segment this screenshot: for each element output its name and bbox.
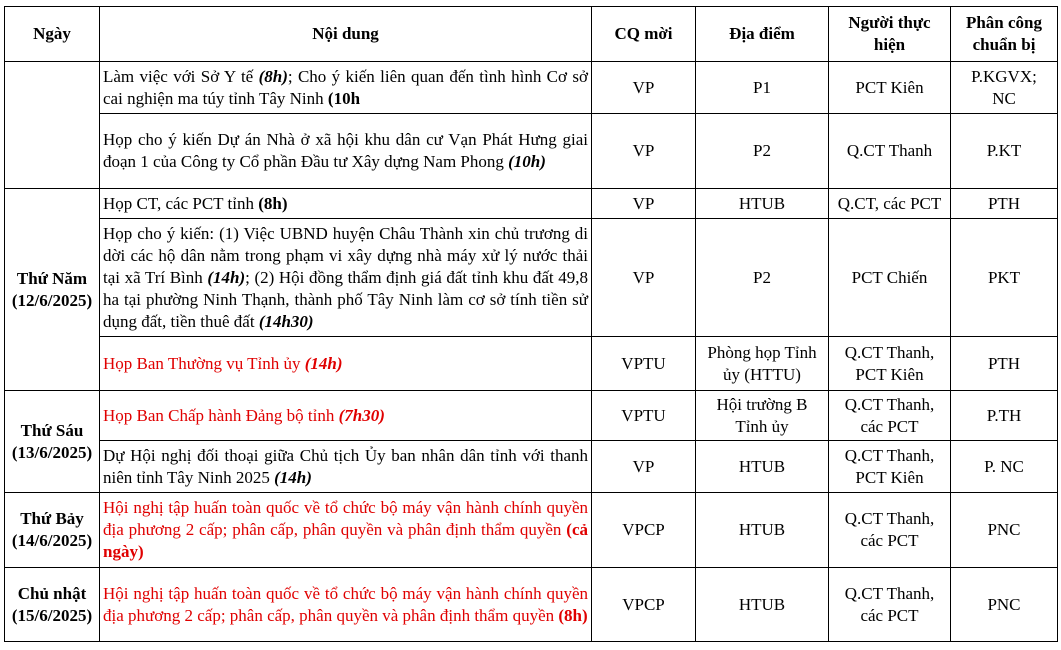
content-text: ; (2) Hội đồng thẩm định giá đất tỉnh khu đất 49,8 ha tại phường Ninh Thạnh, thành phố Tây Ninh làm cơ sở tính tiền sử dụng đất, tiền thuê đất bbox=[103, 267, 588, 331]
day-cell bbox=[5, 391, 100, 493]
day-cell bbox=[5, 568, 100, 642]
inviter-cell: VP bbox=[592, 62, 696, 114]
table-row bbox=[5, 62, 1058, 114]
performer-cell bbox=[829, 568, 951, 642]
day-date: (13/6/2025) bbox=[11, 442, 93, 462]
content-cell bbox=[100, 114, 592, 189]
day-date: (15/6/2025) bbox=[11, 605, 93, 625]
performer-cell: Q.CT, các PCT bbox=[829, 189, 951, 219]
day-date: (14/6/2025) bbox=[11, 531, 93, 550]
prep-cell: PKT bbox=[951, 219, 1058, 337]
location-cell: P1 bbox=[696, 62, 829, 114]
prep-cell: PNC bbox=[951, 568, 1058, 642]
performer-cell: PCT Chiến bbox=[829, 219, 951, 337]
content-cell bbox=[100, 189, 592, 219]
content-cell bbox=[100, 568, 592, 642]
inviter-cell: VPTU bbox=[592, 337, 696, 391]
content-time: (14h) bbox=[304, 353, 343, 373]
location-line: Tỉnh ủy bbox=[735, 416, 789, 436]
day-cell bbox=[5, 189, 100, 391]
performer-line: Q.CT Thanh, bbox=[844, 394, 935, 414]
inviter-cell: VPCP bbox=[592, 568, 696, 642]
content-time: (8h) bbox=[258, 193, 288, 213]
header-prep: Phân công chuẩn bị bbox=[951, 7, 1058, 62]
content-time: (cả ngày) bbox=[103, 520, 588, 561]
performer-line: các PCT bbox=[860, 416, 919, 436]
performer-cell bbox=[829, 337, 951, 391]
location-line: Phòng họp Tỉnh bbox=[707, 342, 817, 362]
prep-cell: P.TH bbox=[951, 391, 1058, 441]
day-name: Chủ nhật bbox=[17, 583, 87, 603]
header-location: Địa điểm bbox=[696, 7, 829, 62]
performer-cell bbox=[829, 441, 951, 493]
table-row bbox=[5, 493, 1058, 568]
table-row bbox=[5, 337, 1058, 391]
inviter-cell: VP bbox=[592, 441, 696, 493]
content-text: Dự Hội nghị đối thoại giữa Chủ tịch Ủy ban nhân dân tỉnh với thanh niên tỉnh Tây Ninh 2025 bbox=[103, 445, 588, 487]
content-text: Hội nghị tập huấn toàn quốc về tổ chức bộ máy vận hành chính quyền địa phương 2 cấp; phân cấp, phân quyền và phân định thẩm quyền bbox=[103, 583, 588, 625]
day-name: Thứ Sáu bbox=[20, 420, 84, 440]
prep-cell: PTH bbox=[951, 189, 1058, 219]
performer-line: Q.CT Thanh, bbox=[844, 583, 935, 603]
inviter-cell: VPCP bbox=[592, 493, 696, 568]
prep-line: NC bbox=[992, 88, 1016, 108]
day-date: (12/6/2025) bbox=[11, 290, 93, 310]
content-time: (14h30) bbox=[258, 311, 314, 331]
table-row bbox=[5, 391, 1058, 441]
inviter-cell: VP bbox=[592, 114, 696, 189]
table-row bbox=[5, 441, 1058, 493]
content-text: Họp CT, các PCT tỉnh bbox=[103, 193, 259, 213]
performer-line: Q.CT Thanh, bbox=[844, 342, 935, 362]
day-cell-empty bbox=[5, 62, 100, 189]
prep-cell: P. NC bbox=[951, 441, 1058, 493]
content-cell bbox=[100, 62, 592, 114]
content-cell bbox=[100, 391, 592, 441]
content-time: (14h) bbox=[274, 467, 312, 487]
location-cell bbox=[696, 391, 829, 441]
table-row bbox=[5, 189, 1058, 219]
content-time: (7h30) bbox=[338, 405, 385, 425]
schedule-table bbox=[4, 6, 1058, 642]
performer-line: Q.CT Thanh, bbox=[844, 509, 935, 528]
content-text: Họp cho ý kiến: (1) Việc UBND huyện Châu Thành xin chủ trương di dời các hộ dân nằm trong phạm vi xây dựng nhà máy xử lý nước thải tại xã Trí Bình bbox=[103, 223, 588, 287]
location-cell: HTUB bbox=[696, 441, 829, 493]
content-time: (10h bbox=[327, 88, 361, 108]
performer-line: các PCT bbox=[860, 605, 919, 625]
content-text: Họp Ban Chấp hành Đảng bộ tỉnh bbox=[103, 405, 339, 425]
location-cell: HTUB bbox=[696, 493, 829, 568]
prep-cell: PTH bbox=[951, 337, 1058, 391]
table-row bbox=[5, 114, 1058, 189]
day-cell bbox=[5, 493, 100, 568]
performer-cell: PCT Kiên bbox=[829, 62, 951, 114]
location-cell: HTUB bbox=[696, 189, 829, 219]
inviter-cell: VP bbox=[592, 219, 696, 337]
day-name: Thứ Năm bbox=[16, 268, 88, 288]
performer-cell bbox=[829, 493, 951, 568]
performer-cell bbox=[829, 391, 951, 441]
content-text: Hội nghị tập huấn toàn quốc về tổ chức bộ máy vận hành chính quyền địa phương 2 cấp; phân cấp, phân quyền và phân định thẩm quyền bbox=[103, 498, 588, 539]
location-cell: P2 bbox=[696, 219, 829, 337]
content-text: Họp cho ý kiến Dự án Nhà ở xã hội khu dân cư Vạn Phát Hưng giai đoạn 1 của Công ty Cổ phần Đầu tư Xây dựng Nam Phong bbox=[103, 130, 588, 171]
content-cell bbox=[100, 337, 592, 391]
performer-cell: Q.CT Thanh bbox=[829, 114, 951, 189]
content-cell bbox=[100, 493, 592, 568]
inviter-cell: VPTU bbox=[592, 391, 696, 441]
header-performer: Người thực hiện bbox=[829, 7, 951, 62]
performer-line: các PCT bbox=[860, 531, 919, 550]
content-text: ; Cho ý kiến liên quan đến tình hình Cơ sở cai nghiện ma túy tỉnh Tây Ninh bbox=[103, 66, 588, 108]
content-time: (8h) bbox=[258, 66, 288, 86]
location-line: Hội trường B bbox=[716, 394, 808, 414]
prep-cell bbox=[951, 62, 1058, 114]
location-cell bbox=[696, 337, 829, 391]
location-cell: P2 bbox=[696, 114, 829, 189]
performer-line: PCT Kiên bbox=[855, 467, 924, 487]
performer-line: PCT Kiên bbox=[855, 364, 924, 384]
performer-line: Q.CT Thanh, bbox=[844, 445, 935, 465]
prep-line: P.KGVX; bbox=[971, 66, 1037, 86]
location-line: ủy (HTTU) bbox=[723, 364, 801, 384]
day-name: Thứ Bảy bbox=[20, 509, 84, 528]
content-time: (10h) bbox=[508, 152, 546, 171]
header-row bbox=[5, 7, 1058, 62]
content-cell bbox=[100, 441, 592, 493]
table-row bbox=[5, 219, 1058, 337]
header-content: Nội dung bbox=[100, 7, 592, 62]
inviter-cell: VP bbox=[592, 189, 696, 219]
content-text: Họp Ban Thường vụ Tỉnh ủy bbox=[103, 353, 305, 373]
location-cell: HTUB bbox=[696, 568, 829, 642]
content-text: Làm việc với Sở Y tế bbox=[103, 66, 259, 86]
content-time: (8h) bbox=[558, 605, 588, 625]
header-inviter: CQ mời bbox=[592, 7, 696, 62]
prep-cell: PNC bbox=[951, 493, 1058, 568]
table-row bbox=[5, 568, 1058, 642]
content-cell bbox=[100, 219, 592, 337]
prep-cell: P.KT bbox=[951, 114, 1058, 189]
content-time: (14h) bbox=[207, 267, 246, 287]
header-day: Ngày bbox=[5, 7, 100, 62]
